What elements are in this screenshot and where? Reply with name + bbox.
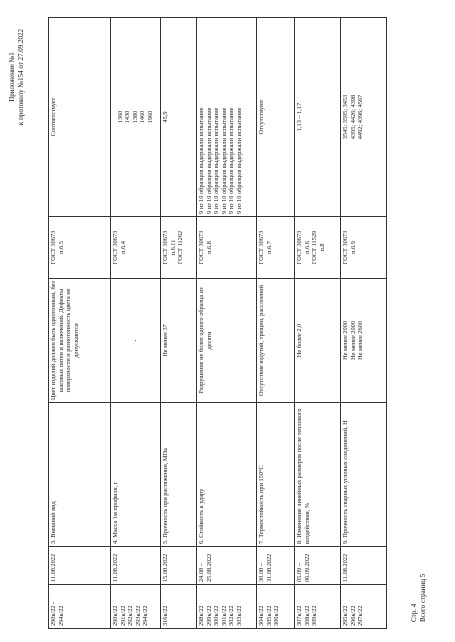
test-result: 9 из 10 образцов выдержали испытание 9 из 10 образцов выдержали испытание 9 из 10 образцов выдержали испытание 9 из 10 образцов выдержали испытание 9 из 10 образцов выдержали испытание 9 из 10 образцов выдержали испытание bbox=[197, 18, 257, 217]
table-row bbox=[295, 18, 341, 629]
test-result: Соответствует bbox=[49, 18, 111, 217]
parameter-name: 6. Стойкость к удару bbox=[197, 403, 257, 547]
requirement: Не менее 37 bbox=[161, 279, 197, 403]
sample-numbers: 295к/22 296к/22 297к/22 bbox=[341, 585, 387, 629]
parameter-name: 3. Внешний вид bbox=[49, 403, 111, 547]
parameter-name: 4. Масса 1м профиля, г bbox=[111, 403, 161, 547]
test-date: 11.08.2022 bbox=[341, 547, 387, 585]
test-date: 15.08.2022 bbox=[161, 547, 197, 585]
test-date: 11.08.2022 bbox=[111, 547, 161, 585]
sample-numbers: 298к/22 299к/22 300к/22 301к/22 302к/22 303к/22 bbox=[197, 585, 257, 629]
test-method: ГОСТ 30673 п.6.8 bbox=[197, 217, 257, 279]
table-row bbox=[341, 18, 387, 629]
test-method: ГОСТ 30673 п.6.9 bbox=[341, 217, 387, 279]
sample-numbers: 290к/22 - 294к/22 bbox=[49, 585, 111, 629]
test-result: 1360 1430 1380 1460 1960 bbox=[111, 18, 161, 217]
test-method: ГОСТ 30673 п.6.4 bbox=[111, 217, 161, 279]
test-date: 11.08.2022 bbox=[49, 547, 111, 585]
test-method: ГОСТ 30673 п.6.6 ГОСТ 11529 п.8 bbox=[295, 217, 341, 279]
sample-numbers: 304к/22 305к/22 306к/22 bbox=[257, 585, 295, 629]
requirement: Цвет изделий должен быть однотонным, без шаговых пятен и включений. Дефекты поверхности и разнотонность цвета не допускаются bbox=[49, 279, 111, 403]
test-date: 30.08 – 31.08.2022 bbox=[257, 547, 295, 585]
sample-numbers: 307к/22 308к/22 309к/22 bbox=[295, 585, 341, 629]
protocol-reference: к протоколу №154 от 27.09.2022 bbox=[17, 28, 25, 126]
table-row bbox=[197, 18, 257, 629]
test-method: ГОСТ 30673 п.6.5 bbox=[49, 217, 111, 279]
sample-numbers: 290к/22 291к/22 292к/22 293к/22 294к/22 bbox=[111, 585, 161, 629]
test-results-table bbox=[48, 17, 387, 629]
requirement: Не менее 2000 Не менее 2000 Не менее 2600 bbox=[341, 279, 387, 403]
test-result: 45,9 bbox=[161, 18, 197, 217]
test-result: 3545; 3595; 3453 4395; 4426; 4398 4492; 4396; 4567 bbox=[341, 18, 387, 217]
total-pages: Всего страниц 5 bbox=[419, 573, 427, 622]
appendix-header bbox=[8, 12, 26, 142]
page-number: Стр. 4 bbox=[410, 603, 418, 622]
parameter-name: 9. Прочность сварных угловых соединений, Н bbox=[341, 403, 387, 547]
table-row bbox=[161, 18, 197, 629]
test-result: Отсутствуют bbox=[257, 18, 295, 217]
test-date: 05.09 – 06.09.2022 bbox=[295, 547, 341, 585]
requirement: Не более 2,0 bbox=[295, 279, 341, 403]
test-method: ГОСТ 30673 п.6.7 bbox=[257, 217, 295, 279]
page-footer bbox=[410, 502, 428, 622]
requirement: Разрушение не более одного образца из десяти bbox=[197, 279, 257, 403]
test-method: ГОСТ 30673 п.6.11 ГОСТ 11262 bbox=[161, 217, 197, 279]
test-result: 1,13 – 1,17 bbox=[295, 18, 341, 217]
parameter-name: 8. Изменение линейных размеров после теплового воздействия, % bbox=[295, 403, 341, 547]
test-date: 24.08 – 25.08.2022 bbox=[197, 547, 257, 585]
requirement: Отсутствие вздутий, трещин, расслоений bbox=[257, 279, 295, 403]
requirement: - bbox=[111, 279, 161, 403]
parameter-name: 5. Прочность при растяжении, МПа bbox=[161, 403, 197, 547]
parameter-name: 7. Термостойкость при 150°С bbox=[257, 403, 295, 547]
table-row bbox=[49, 18, 111, 629]
sample-numbers: 316к/22 bbox=[161, 585, 197, 629]
appendix-title: Приложение №1 bbox=[8, 52, 16, 102]
table-row bbox=[111, 18, 161, 629]
table-row bbox=[257, 18, 295, 629]
